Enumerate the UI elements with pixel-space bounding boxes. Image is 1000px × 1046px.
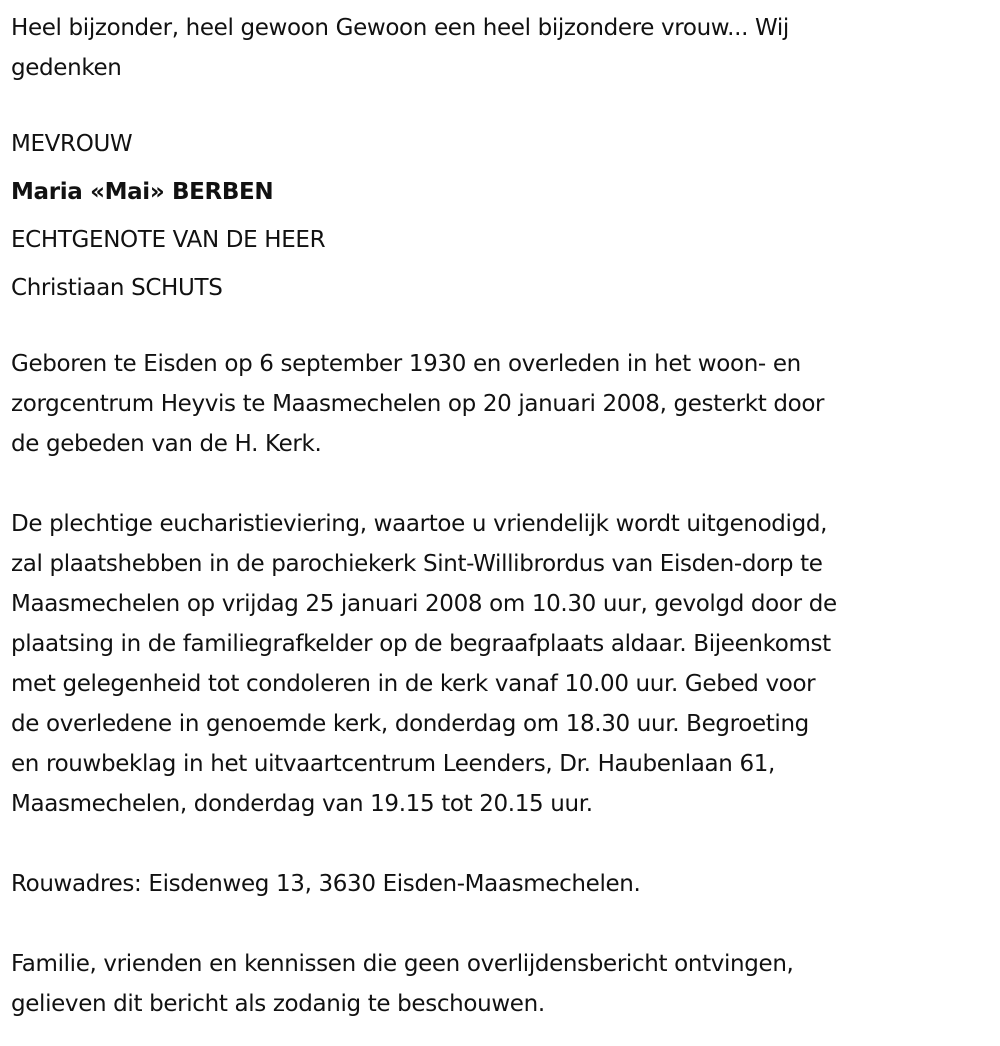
intro-line: gedenken bbox=[11, 55, 122, 81]
ceremony-line: Maasmechelen, donderdag van 19.15 tot 20.15 uur. bbox=[11, 791, 593, 817]
closing-line: Familie, vrienden en kennissen die geen overlijdensbericht ontvingen, bbox=[11, 951, 794, 977]
intro-line: Heel bijzonder, heel gewoon Gewoon een heel bijzondere vrouw... Wij bbox=[11, 15, 789, 41]
ceremony-line: Maasmechelen op vrijdag 25 januari 2008 om 10.30 uur, gevolgd door de bbox=[11, 591, 837, 617]
title-prefix: MEVROUW bbox=[11, 131, 133, 157]
birth-death-paragraph bbox=[11, 344, 1000, 464]
spacer bbox=[11, 464, 1000, 504]
birth-death-line: Geboren te Eisden op 6 september 1930 en overleden in het woon- en bbox=[11, 351, 801, 377]
birth-death-line: zorgcentrum Heyvis te Maasmechelen op 20 januari 2008, gesterkt door bbox=[11, 391, 825, 417]
birth-death-line: de gebeden van de H. Kerk. bbox=[11, 431, 322, 457]
spacer bbox=[11, 824, 1000, 864]
closing-line: gelieven dit bericht als zodanig te beschouwen. bbox=[11, 991, 545, 1017]
ceremony-line: de overledene in genoemde kerk, donderdag om 18.30 uur. Begroeting bbox=[11, 711, 809, 737]
ceremony-paragraph bbox=[11, 504, 1000, 824]
intro-paragraph bbox=[11, 8, 1000, 88]
spacer bbox=[11, 88, 1000, 120]
mourning-address: Rouwadres: Eisdenweg 13, 3630 Eisden-Maasmechelen. bbox=[11, 871, 641, 897]
address-paragraph bbox=[11, 864, 1000, 904]
name-block bbox=[11, 120, 1000, 312]
spouse-name: Christiaan SCHUTS bbox=[11, 275, 223, 301]
ceremony-line: De plechtige eucharistieviering, waartoe u vriendelijk wordt uitgenodigd, bbox=[11, 511, 828, 537]
spacer bbox=[11, 904, 1000, 944]
ceremony-line: met gelegenheid tot condoleren in de kerk vanaf 10.00 uur. Gebed voor bbox=[11, 671, 816, 697]
closing-paragraph bbox=[11, 944, 1000, 1024]
ceremony-line: en rouwbeklag in het uitvaartcentrum Leenders, Dr. Haubenlaan 61, bbox=[11, 751, 776, 777]
deceased-name: Maria «Mai» BERBEN bbox=[11, 179, 274, 205]
relation-label: ECHTGENOTE VAN DE HEER bbox=[11, 227, 326, 253]
ceremony-line: zal plaatshebben in de parochiekerk Sint-Willibrordus van Eisden-dorp te bbox=[11, 551, 823, 577]
ceremony-line: plaatsing in de familiegrafkelder op de begraafplaats aldaar. Bijeenkomst bbox=[11, 631, 831, 657]
spacer bbox=[11, 312, 1000, 344]
